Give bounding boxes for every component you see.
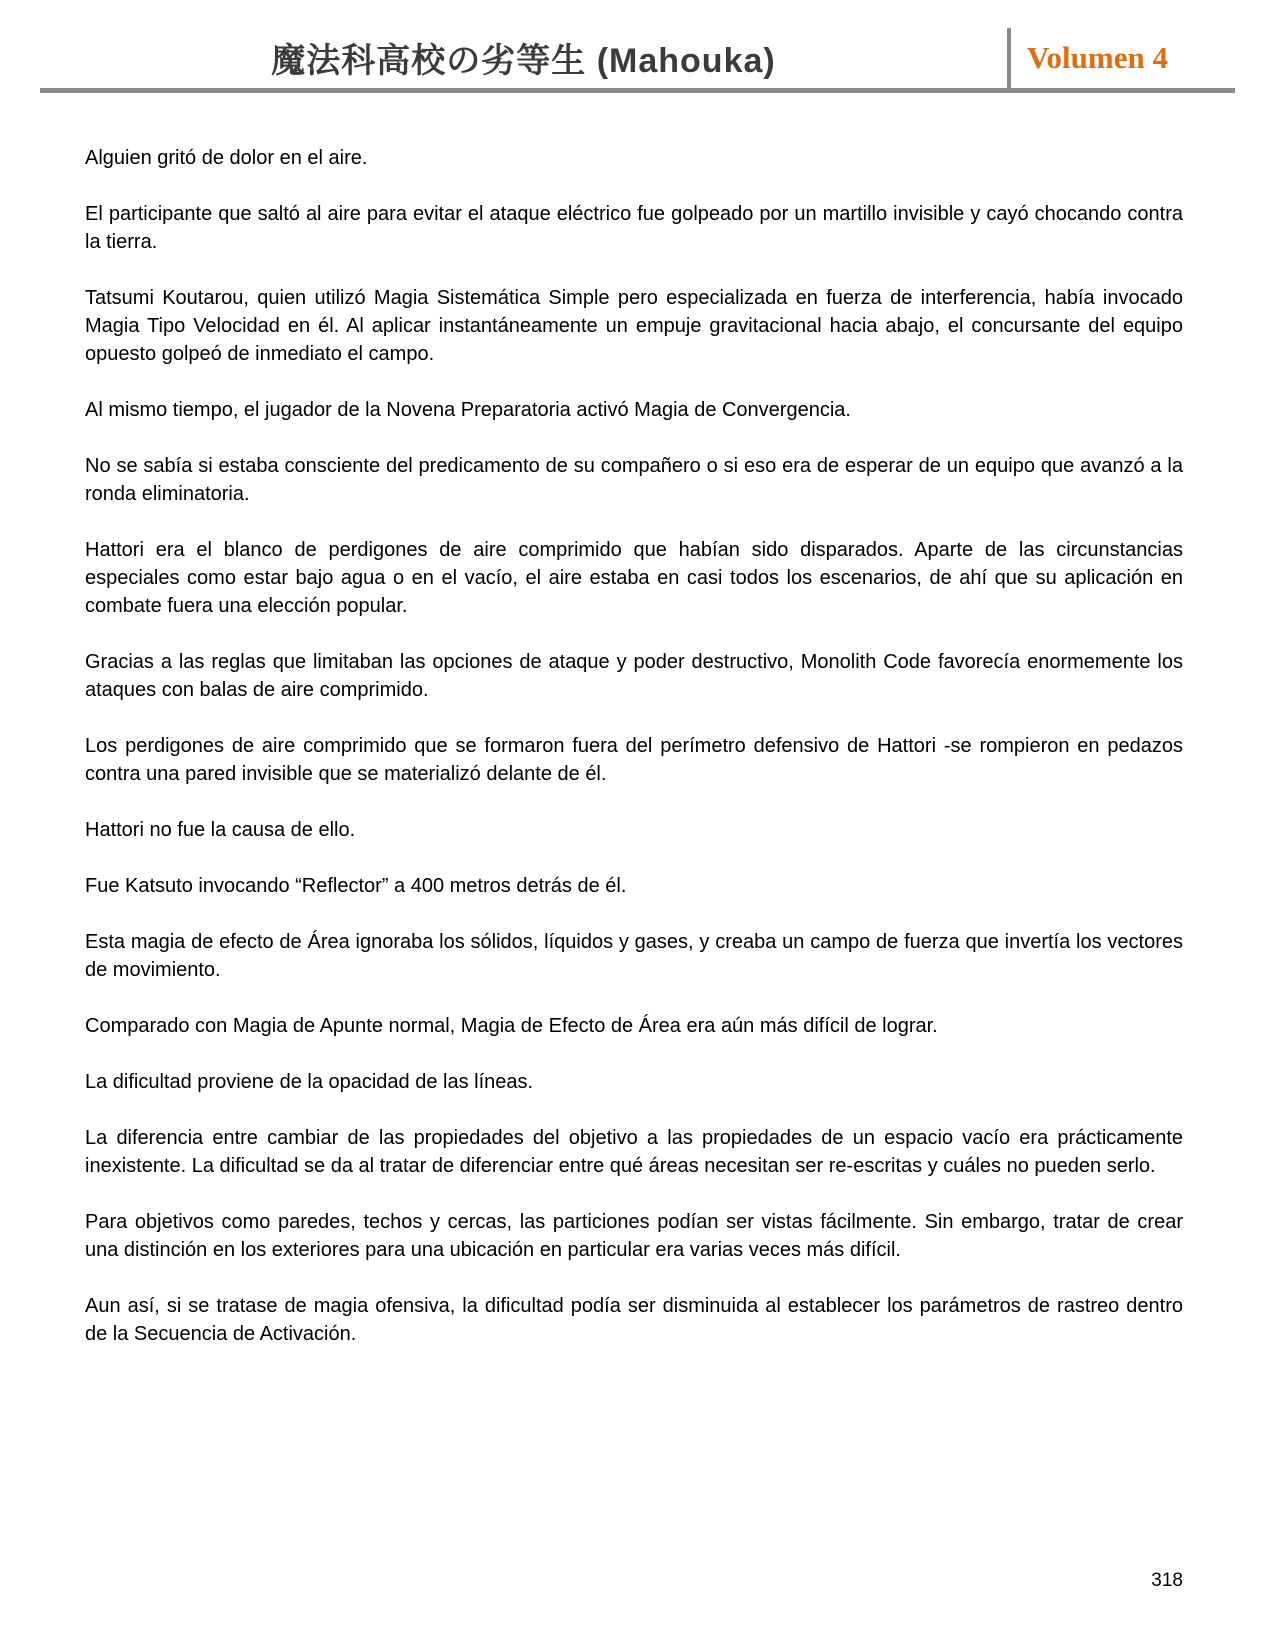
document-body xyxy=(85,144,1183,1376)
paragraph: Alguien gritó de dolor en el aire. xyxy=(85,147,368,169)
paragraph: Gracias a las reglas que limitaban las opciones de ataque y poder destructivo, Monolith Code favorecía enormemente los ataques con balas de aire comprimido. xyxy=(85,651,1183,701)
page-header xyxy=(40,0,1235,93)
paragraph: Hattori no fue la causa de ello. xyxy=(85,819,356,841)
header-volume-cell xyxy=(1007,28,1235,88)
page-number: 318 xyxy=(1151,1570,1183,1591)
paragraph: Hattori era el blanco de perdigones de aire comprimido que habían sido disparados. Aparte de las circunstancias especiales como estar bajo agua o en el vacío, el aire estaba en casi todos los escenarios, de ahí que su aplicación en combate fuera una elección popular. xyxy=(85,539,1183,617)
paragraph: Aun así, si se tratase de magia ofensiva, la dificultad podía ser disminuida al establecer los parámetros de rastreo dentro de la Secuencia de Activación. xyxy=(85,1295,1183,1345)
paragraph: No se sabía si estaba consciente del predicamento de su compañero o si eso era de esperar de un equipo que avanzó a la ronda eliminatoria. xyxy=(85,455,1183,505)
page-title: 魔法科高校の劣等生 (Mahouka) xyxy=(271,42,776,80)
paragraph: Fue Katsuto invocando “Reflector” a 400 metros detrás de él. xyxy=(85,875,627,897)
paragraph: Para objetivos como paredes, techos y cercas, las particiones podían ser vistas fácilmente. Sin embargo, tratar de crear una distinción en los exteriores para una ubicación en particular era varias veces más difícil. xyxy=(85,1211,1183,1261)
paragraph: Tatsumi Koutarou, quien utilizó Magia Sistemática Simple pero especializada en fuerza de interferencia, había invocado Magia Tipo Velocidad en él. Al aplicar instantáneamente un empuje gravitacional hacia abajo, el concursante del equipo opuesto golpeó de inmediato el campo. xyxy=(85,287,1183,365)
paragraph: Los perdigones de aire comprimido que se formaron fuera del perímetro defensivo de Hattori -se rompieron en pedazos contra una pared invisible que se materializó delante de él. xyxy=(85,735,1183,785)
paragraph: La dificultad proviene de la opacidad de las líneas. xyxy=(85,1071,534,1093)
header-title-cell xyxy=(40,0,1007,88)
volume-label: Volumen 4 xyxy=(1027,40,1168,75)
paragraph: Al mismo tiempo, el jugador de la Novena Preparatoria activó Magia de Convergencia. xyxy=(85,399,851,421)
paragraph: La diferencia entre cambiar de las propiedades del objetivo a las propiedades de un espacio vacío era prácticamente inexistente. La dificultad se da al tratar de diferenciar entre qué áreas necesitan ser re-escritas y cuáles no pueden serlo. xyxy=(85,1127,1183,1177)
header-row xyxy=(40,0,1235,88)
paragraph: Esta magia de efecto de Área ignoraba los sólidos, líquidos y gases, y creaba un campo de fuerza que invertía los vectores de movimiento. xyxy=(85,931,1183,981)
paragraph: El participante que saltó al aire para evitar el ataque eléctrico fue golpeado por un martillo invisible y cayó chocando contra la tierra. xyxy=(85,203,1183,253)
paragraph: Comparado con Magia de Apunte normal, Magia de Efecto de Área era aún más difícil de lograr. xyxy=(85,1015,938,1037)
